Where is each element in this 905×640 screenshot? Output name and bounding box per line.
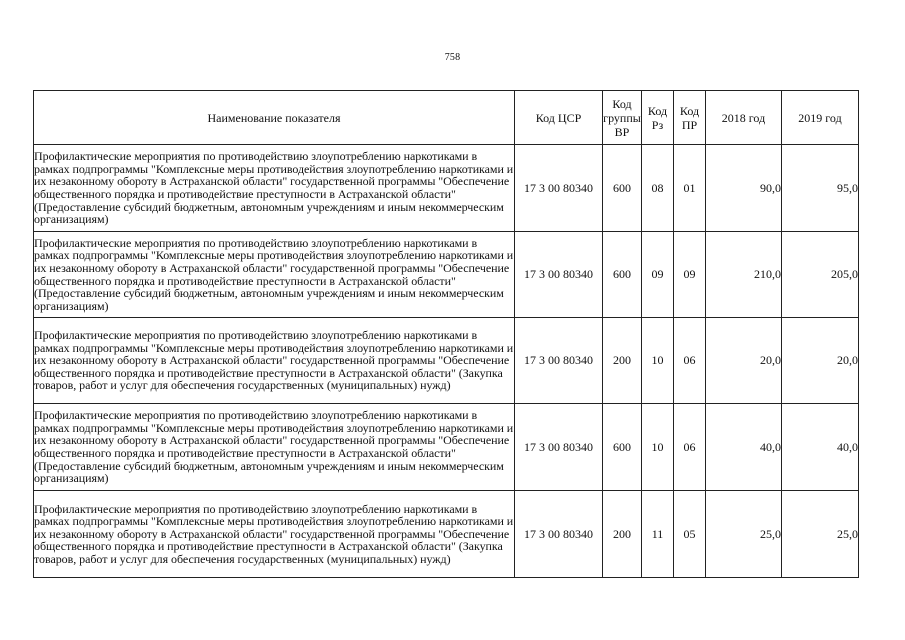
cell-pr: 09	[674, 232, 706, 318]
cell-name: Профилактические мероприятия по противодействию злоупотреблению наркотиками в рамках подпрограммы "Комплексные меры противодействия злоупотреблению наркотиками и их незаконному обороту в Астраханской области" государственной программы "Обеспечение общественного порядка и противодействие преступности в Астраханской области" (Предоставление субсидий бюджетным, автономным учреждениям и иным некоммерческим организациям)	[34, 145, 515, 232]
table-row	[34, 491, 859, 578]
header-pr: Код ПР	[674, 91, 706, 145]
table-row	[34, 145, 859, 232]
header-csr: Код ЦСР	[515, 91, 603, 145]
cell-2018: 90,0	[706, 145, 782, 232]
cell-name: Профилактические мероприятия по противодействию злоупотреблению наркотиками в рамках подпрограммы "Комплексные меры противодействия злоупотреблению наркотиками и их незаконному обороту в Астраханской области" государственной программы "Обеспечение общественного порядка и противодействие преступности в Астраханской области" (Предоставление субсидий бюджетным, автономным учреждениям и иным некоммерческим организациям)	[34, 404, 515, 491]
cell-name: Профилактические мероприятия по противодействию злоупотреблению наркотиками в рамках подпрограммы "Комплексные меры противодействия злоупотреблению наркотиками и их незаконному обороту в Астраханской области" государственной программы "Обеспечение общественного порядка и противодействие преступности в Астраханской области" (Закупка товаров, работ и услуг для обеспечения государственных (муниципальных) нужд)	[34, 491, 515, 578]
cell-pr: 01	[674, 145, 706, 232]
cell-vr: 600	[603, 404, 642, 491]
header-2018: 2018 год	[706, 91, 782, 145]
table-row	[34, 232, 859, 318]
cell-2018: 40,0	[706, 404, 782, 491]
cell-vr: 200	[603, 318, 642, 404]
cell-2019: 25,0	[782, 491, 859, 578]
cell-2019: 95,0	[782, 145, 859, 232]
cell-pr: 05	[674, 491, 706, 578]
cell-rz: 10	[642, 404, 674, 491]
header-rz: Код Рз	[642, 91, 674, 145]
header-vr: Код группы ВР	[603, 91, 642, 145]
cell-name: Профилактические мероприятия по противодействию злоупотреблению наркотиками в рамках подпрограммы "Комплексные меры противодействия злоупотреблению наркотиками и их незаконному обороту в Астраханской области" государственной программы "Обеспечение общественного порядка и противодействие преступности в Астраханской области" (Предоставление субсидий бюджетным, автономным учреждениям и иным некоммерческим организациям)	[34, 232, 515, 318]
cell-csr: 17 3 00 80340	[515, 404, 603, 491]
header-row	[34, 91, 859, 145]
table-row	[34, 318, 859, 404]
cell-pr: 06	[674, 318, 706, 404]
cell-2019: 40,0	[782, 404, 859, 491]
cell-csr: 17 3 00 80340	[515, 491, 603, 578]
cell-rz: 08	[642, 145, 674, 232]
header-2019: 2019 год	[782, 91, 859, 145]
table-row	[34, 404, 859, 491]
header-name: Наименование показателя	[34, 91, 515, 145]
cell-vr: 200	[603, 491, 642, 578]
cell-vr: 600	[603, 232, 642, 318]
cell-csr: 17 3 00 80340	[515, 145, 603, 232]
cell-csr: 17 3 00 80340	[515, 232, 603, 318]
cell-2019: 205,0	[782, 232, 859, 318]
cell-2019: 20,0	[782, 318, 859, 404]
cell-vr: 600	[603, 145, 642, 232]
cell-2018: 20,0	[706, 318, 782, 404]
cell-rz: 09	[642, 232, 674, 318]
budget-table	[33, 90, 859, 578]
cell-rz: 11	[642, 491, 674, 578]
cell-pr: 06	[674, 404, 706, 491]
cell-csr: 17 3 00 80340	[515, 318, 603, 404]
cell-2018: 210,0	[706, 232, 782, 318]
cell-rz: 10	[642, 318, 674, 404]
cell-2018: 25,0	[706, 491, 782, 578]
cell-name: Профилактические мероприятия по противодействию злоупотреблению наркотиками в рамках подпрограммы "Комплексные меры противодействия злоупотреблению наркотиками и их незаконному обороту в Астраханской области" государственной программы "Обеспечение общественного порядка и противодействие преступности в Астраханской области" (Закупка товаров, работ и услуг для обеспечения государственных (муниципальных) нужд)	[34, 318, 515, 404]
page-number: 758	[444, 52, 461, 63]
